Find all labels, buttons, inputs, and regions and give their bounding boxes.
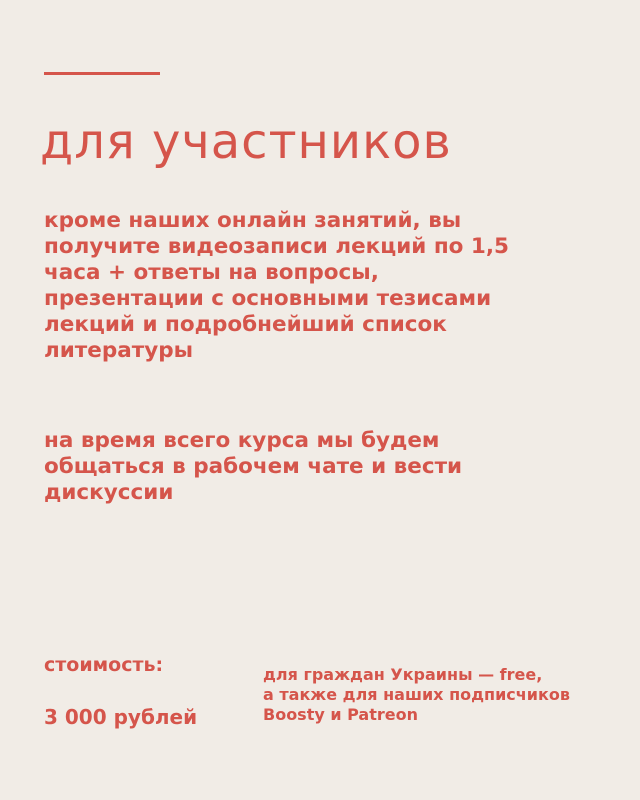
benefits-paragraph: кроме наших онлайн занятий, вы получите видеозаписи лекций по 1,5 часа + ответы на вопросы, презентации с основными тезисами лекций и подробнейший список литературы	[44, 208, 510, 363]
note-line: Boosty и Patreon	[263, 705, 418, 724]
price-label: стоимость:	[44, 654, 164, 676]
free-access-note	[263, 665, 623, 725]
note-line: для граждан Украины — free,	[263, 665, 543, 684]
note-line: а также для наших подписчиков	[263, 685, 570, 704]
price-value: 3 000 рублей	[44, 705, 198, 729]
page-title: для участников	[40, 114, 452, 170]
decorative-rule	[44, 72, 160, 75]
chat-paragraph: на время всего курса мы будем общаться в рабочем чате и вести дискуссии	[44, 428, 463, 505]
